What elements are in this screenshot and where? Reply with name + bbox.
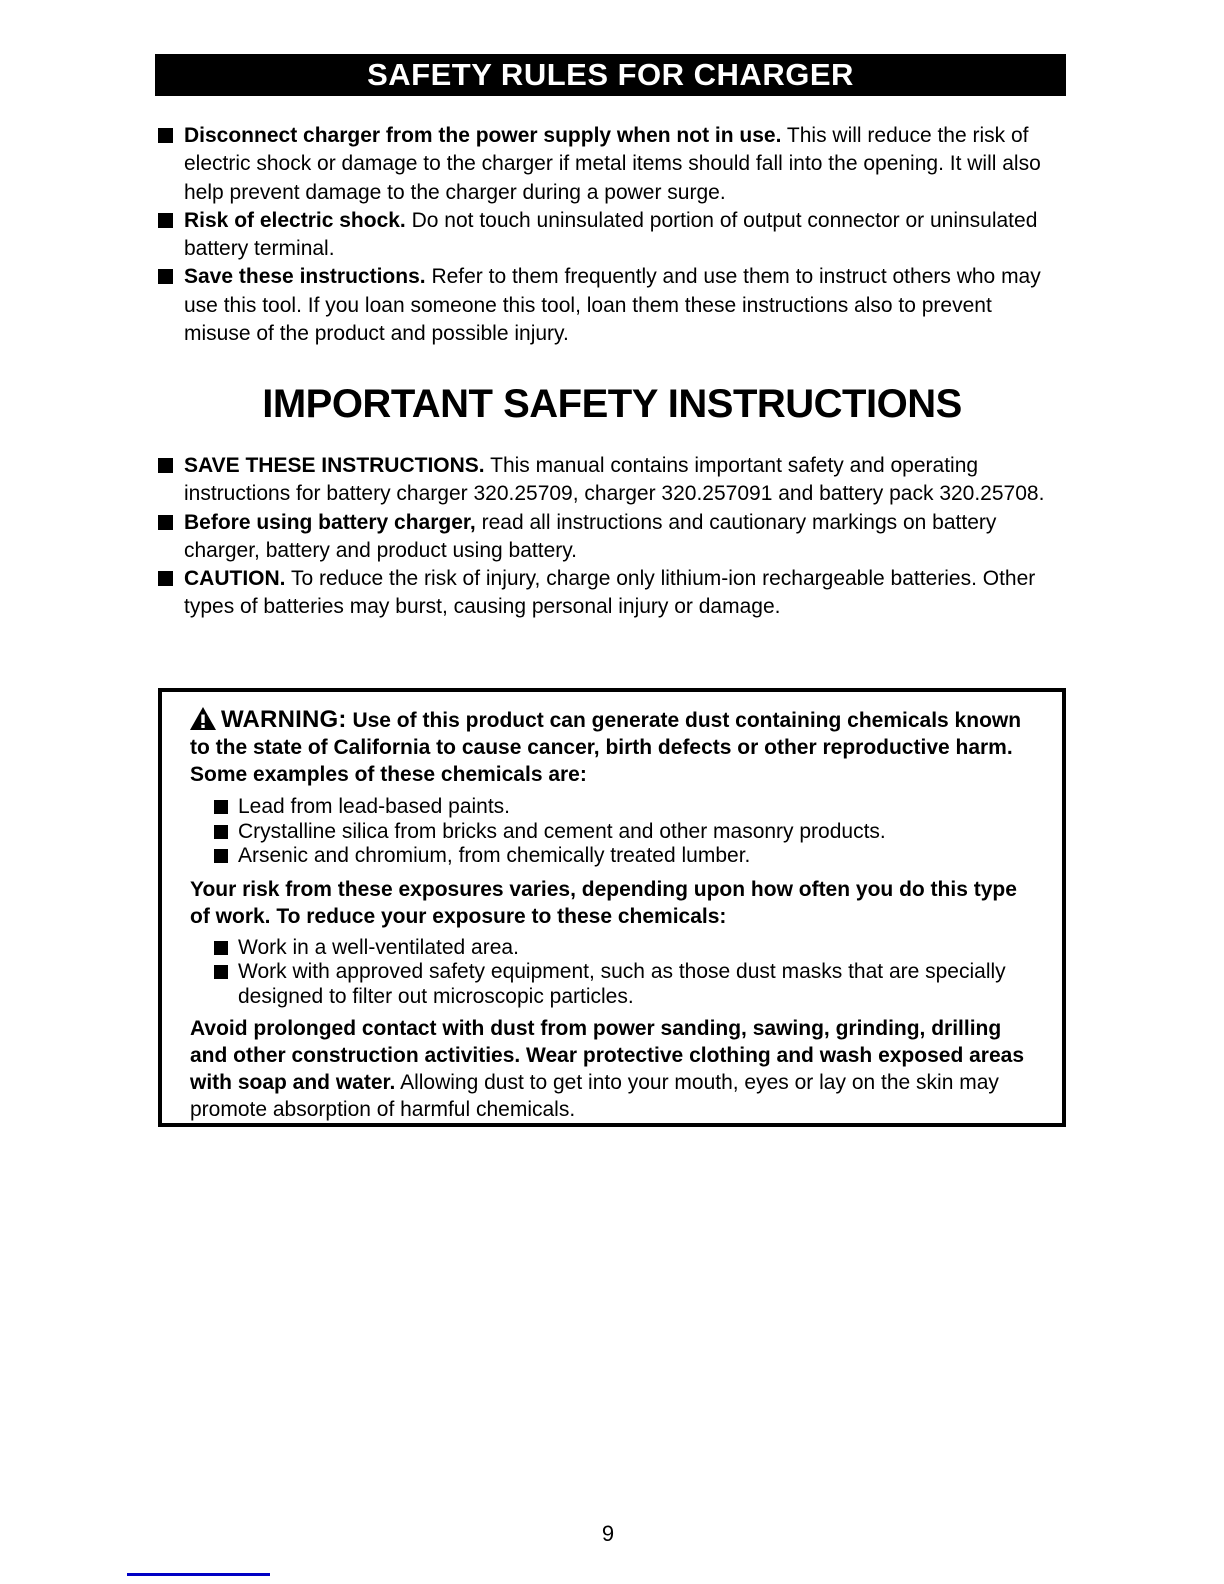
list-item <box>214 820 1034 845</box>
bullet-square-icon <box>214 965 228 979</box>
list-item-text <box>184 509 1050 566</box>
warning-label: WARNING: <box>221 706 347 733</box>
list-item-text: Work in a well-ventilated area. <box>238 935 519 959</box>
bullet-square-icon <box>214 941 228 955</box>
important-instructions-list <box>158 452 1050 622</box>
bullet-square-icon <box>214 825 228 839</box>
list-item-text: Arsenic and chromium, from chemically treated lumber. <box>238 844 751 867</box>
list-item-lead: Disconnect charger from the power supply when not in use. <box>184 124 782 147</box>
list-item-text: Crystalline silica from bricks and cement and other masonry products. <box>238 819 886 843</box>
warning-intro-text: Use of this product can generate dust containing chemicals known to the state of California to cause cancer, birth defects or other reproductive harm. Some examples of these chemicals are: <box>190 709 1022 786</box>
list-item-body: Do not touch uninsulated portion of output connector or uninsulated battery terminal. <box>184 208 1038 261</box>
list-item <box>158 122 1050 207</box>
list-item <box>214 795 1034 820</box>
precautions-list <box>214 936 1034 1010</box>
bullet-square-icon <box>158 458 173 473</box>
section-title: SAFETY RULES FOR CHARGER <box>367 57 854 92</box>
list-item <box>214 960 1034 1009</box>
bullet-square-icon <box>214 800 228 814</box>
list-item-text <box>184 263 1050 348</box>
list-item-text: Work with approved safety equipment, such as those dust masks that are specially designed to filter out microscopic particles. <box>238 960 1006 1008</box>
section-title-bar <box>155 54 1066 96</box>
list-item <box>158 207 1050 264</box>
list-item <box>158 263 1050 348</box>
list-item-lead: Risk of electric shock. <box>184 208 406 232</box>
list-item-body: This manual contains important safety and operating instructions for battery charger 320.25709, charger 320.257091 and battery pack 320.25708. <box>184 454 1045 506</box>
list-item-text <box>184 565 1050 622</box>
page-number: 9 <box>601 1521 615 1546</box>
list-item-lead: Before using battery charger, <box>184 510 476 534</box>
list-item-text: Lead from lead-based paints. <box>238 795 511 818</box>
bullet-square-icon <box>158 213 173 228</box>
list-item <box>158 565 1050 622</box>
avoid-paragraph-lead: Avoid prolonged contact with dust from power sanding, sawing, grinding, drilling and other construction activities. Wear protective clothing and wash exposed areas with soap and water. <box>190 1017 1025 1094</box>
bullet-square-icon <box>158 128 173 143</box>
list-item <box>158 452 1050 509</box>
list-item-lead: CAUTION. <box>184 567 286 591</box>
list-item <box>158 509 1050 566</box>
bullet-square-icon <box>158 515 173 530</box>
page-title: IMPORTANT SAFETY INSTRUCTIONS <box>262 382 962 426</box>
list-item-body: This will reduce the risk of electric shock or damage to the charger if metal items should fall into the opening. It will also help prevent damage to the charger during a power surge. <box>184 124 1041 204</box>
avoid-paragraph <box>190 1015 1034 1123</box>
warning-box <box>158 688 1066 1127</box>
avoid-paragraph-body: Allowing dust to get into your mouth, eyes or lay on the skin may promote absorption of harmful chemicals. <box>190 1071 999 1121</box>
bullet-square-icon <box>158 269 173 284</box>
list-item <box>214 936 1034 961</box>
warning-intro <box>190 706 1034 788</box>
risk-paragraph: Your risk from these exposures varies, depending upon how often you do this type of work. To reduce your exposure to these chemicals: <box>190 877 1017 928</box>
list-item-body: Refer to them frequently and use them to instruct others who may use this tool. If you loan someone this tool, loan them these instructions also to prevent misuse of the product and possible injury. <box>184 265 1041 346</box>
chemicals-list <box>214 795 1034 869</box>
list-item-body: read all instructions and cautionary markings on battery charger, battery and product using battery. <box>184 510 997 562</box>
list-item-body: To reduce the risk of injury, charge only lithium-ion rechargeable batteries. Other types of batteries may burst, causing personal injury or damage. <box>184 567 1036 619</box>
warning-triangle-icon <box>190 707 216 730</box>
list-item <box>214 844 1034 869</box>
list-item-text <box>184 207 1050 264</box>
list-item-text <box>184 452 1050 509</box>
list-item-text <box>184 122 1050 207</box>
safety-rules-list <box>158 122 1050 348</box>
footer-rule-line <box>127 1573 270 1576</box>
list-item-lead: SAVE THESE INSTRUCTIONS. <box>184 454 485 477</box>
bullet-square-icon <box>158 571 173 586</box>
list-item-lead: Save these instructions. <box>184 265 426 289</box>
bullet-square-icon <box>214 849 228 863</box>
